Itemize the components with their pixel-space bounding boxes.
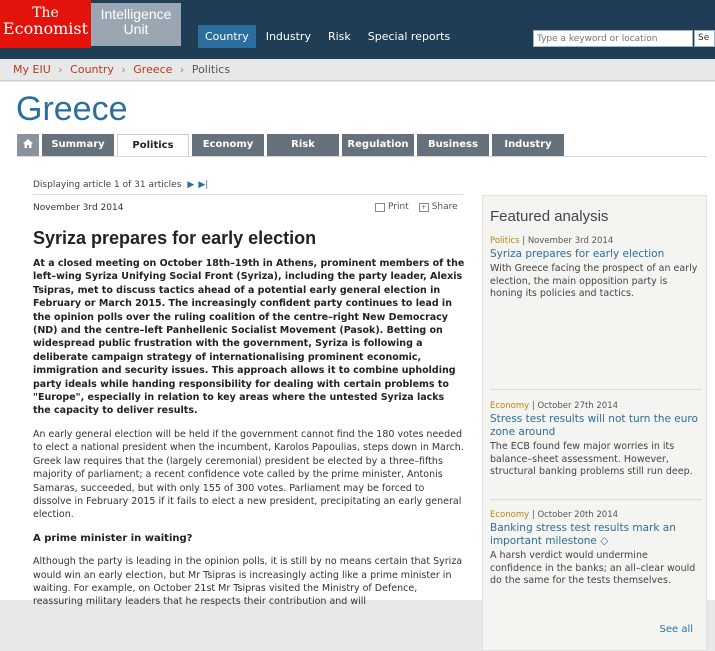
meta-divider [33, 194, 463, 195]
tab-summary[interactable]: Summary [42, 134, 114, 156]
featured-item [490, 510, 702, 588]
article-headline: Syriza prepares for early election [33, 228, 317, 248]
breadcrumb-separator: › [121, 63, 126, 76]
featured-item [490, 401, 702, 479]
featured-divider [490, 389, 702, 390]
breadcrumb-current: Politics [191, 63, 231, 76]
share-icon: + [419, 203, 429, 212]
breadcrumb-my-eiu[interactable]: My EIU [13, 63, 51, 76]
tabs-divider [17, 156, 707, 157]
tab-home[interactable] [17, 134, 39, 156]
featured-date: November 3rd 2014 [527, 236, 614, 246]
nav-country[interactable]: Country [198, 25, 256, 48]
breadcrumb-greece[interactable]: Greece [133, 63, 173, 76]
article-tools [375, 202, 458, 212]
featured-item [490, 236, 702, 301]
country-tabs [17, 134, 567, 156]
featured-link[interactable]: Stress test results will not turn the euro zone around [490, 413, 698, 438]
see-all-link[interactable]: See all [659, 624, 693, 635]
featured-category: Politics [490, 236, 520, 246]
featured-category: Economy [490, 401, 530, 411]
featured-meta [490, 510, 702, 520]
breadcrumb-separator: › [58, 63, 63, 76]
featured-meta-separator: | [531, 401, 538, 411]
search-button[interactable]: Se [694, 30, 715, 47]
featured-meta [490, 236, 702, 246]
featured-category: Economy [490, 510, 530, 520]
tab-regulation[interactable]: Regulation [342, 134, 414, 156]
featured-description: With Greece facing the prospect of an early election, the main opposition party is honing its policies and tactics. [490, 263, 698, 299]
featured-divider [490, 499, 702, 500]
home-icon [23, 139, 33, 148]
displaying-text: Displaying article 1 of 31 articles [33, 180, 182, 190]
nav-special-reports[interactable]: Special reports [367, 30, 451, 43]
article-body [33, 257, 465, 619]
print-icon [375, 203, 385, 212]
tab-business[interactable]: Business [417, 134, 489, 156]
next-article-icon[interactable]: ▶ [187, 180, 195, 190]
share-label: Share [431, 202, 458, 212]
breadcrumb-country[interactable]: Country [70, 63, 114, 76]
logo-line-1: The [32, 5, 59, 21]
featured-date: October 27th 2014 [537, 401, 619, 411]
tab-risk[interactable]: Risk [267, 134, 339, 156]
article-paragraph: An early general election will be held if the government cannot find the 180 votes needed to elect a national president when the incumbent, Karolos Papoulias, steps down in March. Greek law requires that the (largely ceremonial) president be elected by a three–fifths majority of parliament; a recent confidence vote called by the prime minister, Antonis Samaras, succeeded, but with only 155 of 300 votes. Parliament may be forced to dissolve in February 2015 if it fails to elect a new president, precipitating an early general election. [33, 428, 464, 521]
featured-meta-separator: | [522, 236, 528, 246]
nav-risk[interactable]: Risk [327, 30, 351, 43]
content-panel [0, 82, 715, 635]
last-article-icon[interactable]: ▶| [198, 180, 209, 190]
featured-date: October 20th 2014 [537, 510, 619, 520]
logo-line-2: Economist [2, 19, 89, 38]
article-pager [33, 180, 208, 190]
eiu-logo-line-1: Intelligence [100, 6, 172, 22]
article-date: November 3rd 2014 [33, 203, 124, 213]
featured-meta [490, 401, 702, 411]
breadcrumb [0, 59, 715, 81]
eiu-logo-line-2: Unit [123, 20, 149, 37]
main-nav [198, 25, 457, 48]
featured-meta-separator: | [531, 510, 538, 520]
featured-description: The ECB found few major worries in its balance–sheet assessment. However, structural banking problems still run deep. [490, 441, 693, 477]
article-paragraph: Although the party is leading in the opinion polls, it is still by no means certain that Syriza would win an early election, but Mr Tsipras is increasingly acting like a prime minister in waiting. For example, on October 21st Mr Tsipras visited the Ministry of Defence, reassuring military leaders that he respects their contribution and will [33, 556, 463, 608]
print-label: Print [388, 202, 409, 212]
featured-link[interactable]: Syriza prepares for early election [490, 248, 665, 260]
share-button[interactable] [419, 202, 458, 212]
eiu-logo[interactable] [91, 3, 181, 46]
page-title: Greece [16, 90, 128, 128]
print-button[interactable] [375, 202, 409, 212]
featured-description: A harsh verdict would undermine confidence in the banks; an all–clear would do the same for the tests themselves. [490, 550, 696, 586]
tab-politics[interactable]: Politics [117, 134, 189, 156]
economist-logo[interactable] [0, 0, 91, 48]
featured-link[interactable]: Banking stress test results mark an important milestone ◇ [490, 522, 676, 547]
top-bar [0, 0, 715, 59]
search-input[interactable] [533, 30, 693, 47]
breadcrumb-separator: › [179, 63, 185, 76]
featured-title: Featured analysis [490, 208, 609, 225]
article-lede: At a closed meeting on October 18th–19th in Athens, prominent members of the left–wing Syriza Unifying Social Front (Syriza), including the party leader, Alexis Tsipras, met to discuss tactics ahead of a potential early general election in February or March 2015. The increasingly confident party continues to lead in the opinion polls over the ruling coalition of the centre–right New Democracy (ND) and the centre–left Panhellenic Socialist Movement (Pasok). Betting on widespread public frustration with the government, Syriza is following a deliberate campaign strategy of internationalising prominent economic, immigration and security issues. This approach allows it to combine upholding party ideals while handing responsibility for dealing with certain problems to "Europe", especially in relation to key areas where the untested Syriza lacks the capacity to deliver results. [33, 258, 465, 417]
featured-analysis [482, 195, 707, 651]
article-subhead: A prime minister in waiting? [33, 532, 193, 544]
tab-economy[interactable]: Economy [192, 134, 264, 156]
nav-industry[interactable]: Industry [265, 30, 311, 43]
tab-industry[interactable]: Industry [492, 134, 564, 156]
